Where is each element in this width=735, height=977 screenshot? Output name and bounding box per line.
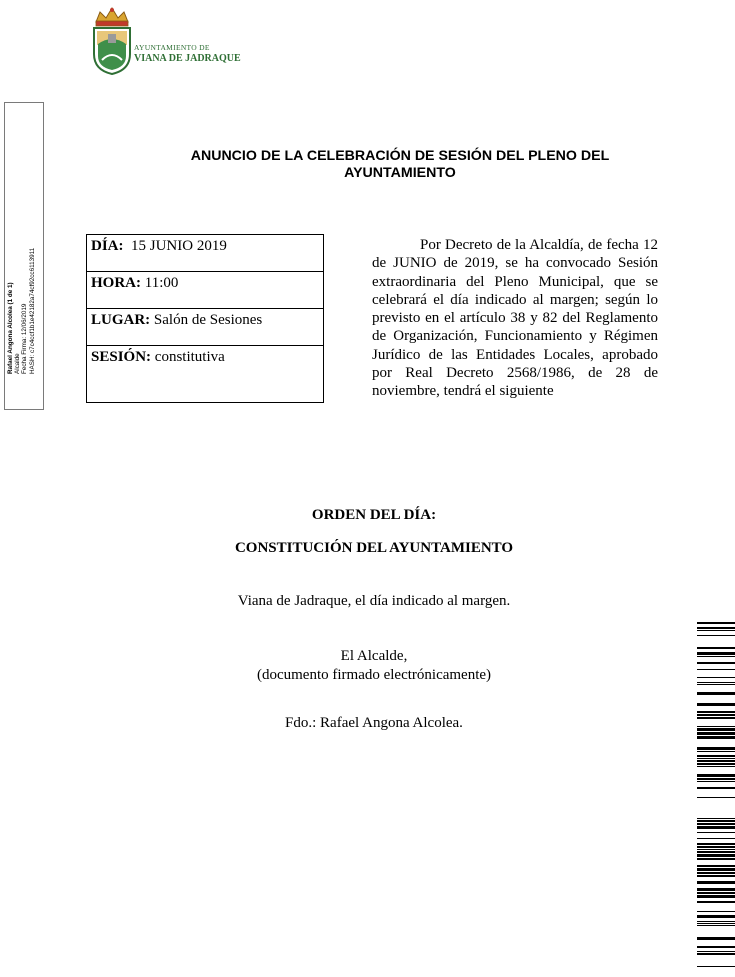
dia-label: DÍA: [91, 238, 124, 254]
barcode-bar [697, 937, 735, 940]
electronic-signature-note: (documento firmado electrónicamente) [256, 667, 492, 683]
hora-label: HORA: [91, 275, 141, 291]
logo-line1: AYUNTAMIENTO DE [134, 43, 210, 52]
barcode-bar [697, 760, 735, 762]
barcode-bar [697, 656, 735, 657]
barcode-bar [697, 714, 735, 716]
barcode-bar [697, 692, 735, 695]
barcode-bar [697, 763, 735, 765]
logo-text [134, 44, 241, 64]
barcode-bar [697, 875, 735, 877]
page-title: ANUNCIO DE LA CELEBRACIÓN DE SESIÓN DEL PLENO DEL AYUNTAMIENTO [190, 148, 610, 181]
barcode-bar [697, 781, 735, 782]
convocatoria-paragraph: Por Decreto de la Alcaldía, de fecha 12 de JUNIO de 2019, se ha convocado Sesión extraordinaria del Pleno Municipal, que se celebrará el día indicado al margen; según lo previsto en el artículo 38 y 82 del Reglamento de Organización, Funcionamiento y Régimen Jurídico de las Entidades Locales, aprobado por Real Decreto 2568/1986, de 28 de noviembre, tendrá el siguiente [372, 237, 658, 400]
logo-line2: VIANA DE JADRAQUE [134, 52, 241, 64]
lugar-label: LUGAR: [91, 312, 151, 328]
orden-del-dia-heading: ORDEN DEL DÍA: [311, 507, 437, 523]
barcode-bar [697, 732, 735, 735]
barcode-bar [697, 684, 735, 685]
barcode-bar [697, 843, 735, 845]
dia-value: 15 JUNIO 2019 [131, 238, 227, 254]
info-row-lugar [87, 309, 323, 346]
lugar-value: Salón de Sesiones [153, 312, 263, 328]
barcode-bar [697, 901, 735, 903]
agenda-item: CONSTITUCIÓN DEL AYUNTAMIENTO [234, 540, 514, 556]
barcode-bar [697, 647, 735, 649]
info-row-hora [87, 272, 323, 309]
barcode-bar [697, 736, 735, 739]
signature-date: Fecha Firma: 12/06/2019 [21, 303, 29, 375]
barcode-bar [697, 711, 735, 713]
barcode-bar [697, 823, 735, 825]
barcode-bar [697, 818, 735, 819]
barcode-bar [697, 728, 735, 731]
barcode-bar [697, 895, 735, 898]
barcode-bar [697, 872, 735, 874]
barcode-bar [697, 921, 735, 922]
signature-stamp [4, 102, 44, 410]
barcode-bar [697, 832, 735, 833]
barcode-bar [697, 881, 735, 884]
barcode-bar [697, 677, 735, 678]
barcode-bar [697, 858, 735, 860]
barcode-bar [697, 662, 735, 664]
place-date-line: Viana de Jadraque, el día indicado al margen. [237, 593, 511, 609]
barcode-bar [697, 703, 735, 706]
barcode-bar [697, 951, 735, 952]
barcode-bar [697, 868, 735, 871]
barcode-bar [697, 888, 735, 891]
barcode-bar [697, 622, 735, 624]
signature-hash: HASH: c7c4ccf1b1e42182a74cf92cc6113911 [28, 248, 36, 375]
session-info-table [86, 234, 324, 403]
barcode-bar [697, 849, 735, 850]
info-row-sesion [87, 346, 323, 402]
barcode-bar [697, 682, 735, 683]
barcode-bar [697, 946, 735, 948]
barcode-bar [697, 854, 735, 857]
barcode [697, 622, 735, 977]
barcode-bar [697, 966, 735, 967]
barcode-bar [697, 635, 735, 636]
barcode-bar [697, 747, 735, 750]
barcode-bar [697, 797, 735, 798]
sesion-value: constitutiva [154, 349, 225, 365]
barcode-bar [697, 925, 735, 926]
barcode-bar [697, 751, 735, 752]
barcode-bar [697, 758, 735, 759]
barcode-bar [697, 826, 735, 829]
signature-text [7, 74, 36, 374]
barcode-bar [697, 766, 735, 767]
barcode-bar [697, 652, 735, 655]
barcode-bar [697, 851, 735, 853]
barcode-bar [697, 820, 735, 822]
info-row-dia [87, 235, 323, 272]
signature-signer: Rafael Angona Alcolea (1 de 1) [7, 282, 14, 375]
barcode-bar [697, 953, 735, 955]
barcode-bar [697, 911, 735, 912]
barcode-bar [697, 892, 735, 894]
barcode-bar [697, 755, 735, 757]
barcode-bar [697, 787, 735, 789]
barcode-bar [697, 778, 735, 780]
barcode-bar [697, 774, 735, 777]
barcode-bar [697, 923, 735, 924]
signatory-block [0, 647, 735, 685]
barcode-bar [697, 717, 735, 719]
barcode-bar [697, 669, 735, 670]
barcode-bar [697, 838, 735, 839]
signature-role: Alcalde [14, 353, 22, 375]
signed-by-line: Fdo.: Rafael Angona Alcolea. [285, 715, 463, 731]
hora-value: 11:00 [144, 275, 179, 291]
sesion-label: SESIÓN: [91, 349, 152, 365]
alcalde-title: El Alcalde, [340, 648, 408, 664]
barcode-bar [697, 630, 735, 631]
barcode-bar [697, 865, 735, 867]
barcode-bar [697, 846, 735, 848]
barcode-bar [697, 627, 735, 629]
barcode-bar [697, 915, 735, 918]
coat-of-arms-logo [88, 4, 136, 76]
barcode-bar [697, 726, 735, 727]
